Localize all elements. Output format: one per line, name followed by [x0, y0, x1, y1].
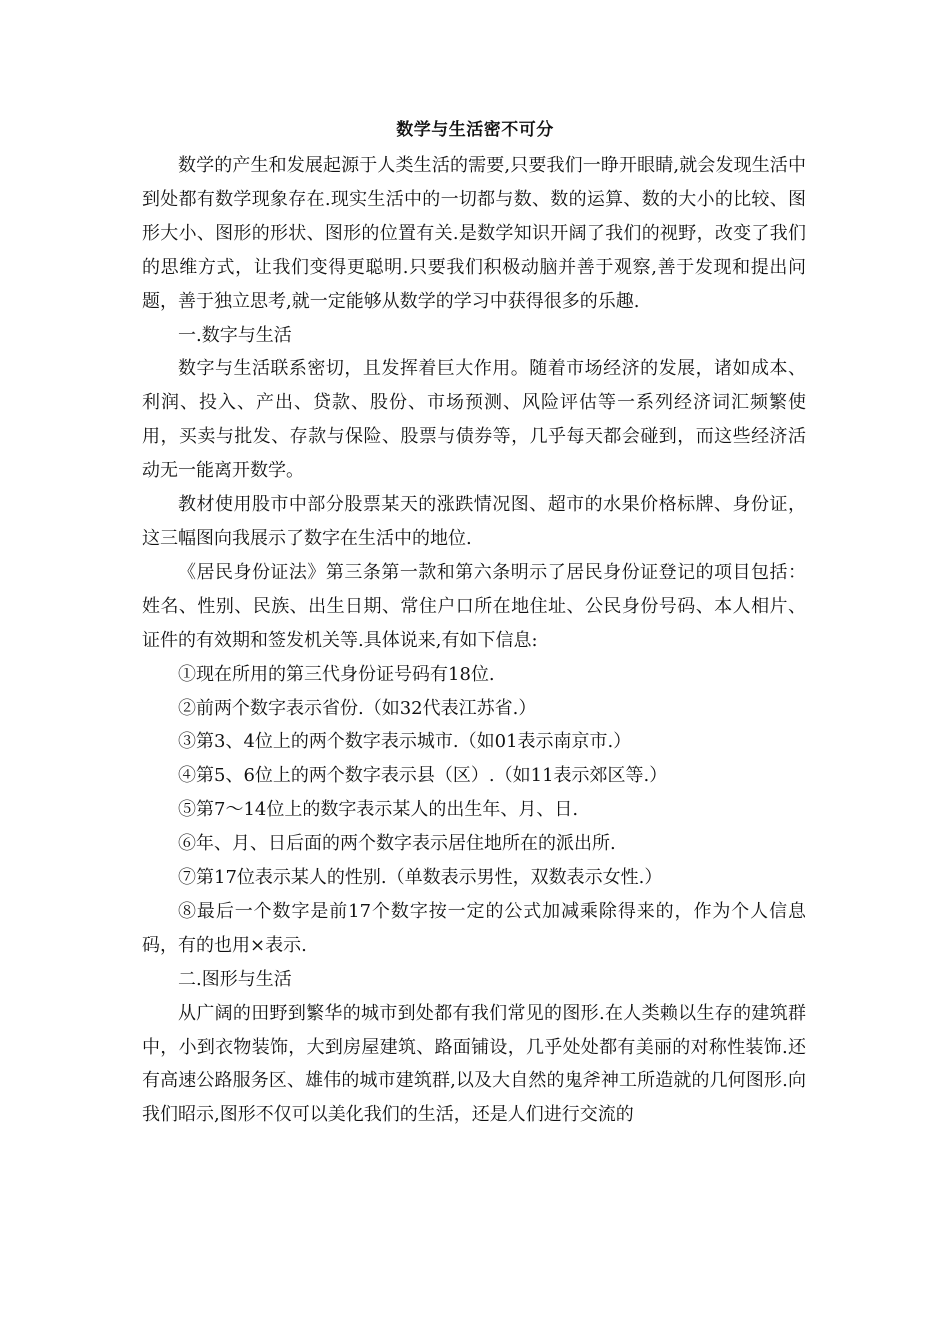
list-item: ②前两个数字表示省份.（如32代表江苏省.）: [178, 697, 537, 719]
list-item: ⑥年、月、日后面的两个数字表示居住地所在的派出所.: [178, 833, 616, 855]
list-item: ③第3、4位上的两个数字表示城市.（如01表示南京市.）: [178, 731, 632, 753]
paragraph-textbook: 教材使用股市中部分股票某天的涨跌情况图、超市的水果价格标牌、身份证，这三幅图向我展示了数字在生活中的地位.: [142, 494, 806, 549]
paragraph-id-law: 《居民身份证法》第三条第一款和第六条明示了居民身份证登记的项目包括：姓名、性别、民族、出生日期、常住户口所在地住址、公民身份号码、本人相片、证件的有效期和签发机关等.具体说来,有如下信息:: [142, 561, 806, 651]
document-title: 数学与生活密不可分: [396, 120, 554, 140]
list-item: ⑧最后一个数字是前17个数字按一定的公式加减乘除得来的，作为个人信息码，有的也用×表示.: [142, 900, 806, 956]
section-heading-shapes: 二.图形与生活: [178, 968, 292, 990]
list-item: ④第5、6位上的两个数字表示县（区）.（如11表示郊区等.）: [178, 765, 668, 787]
paragraph-numbers-life: 数字与生活联系密切，且发挥着巨大作用。随着市场经济的发展，诸如成本、利润、投入、产出、贷款、股份、市场预测、风险评估等一系列经济词汇频繁使用，买卖与批发、存款与保险、股票与债券等，几乎每天都会碰到，而这些经济活动无一能离开数学。: [142, 358, 806, 482]
list-item: ①现在所用的第三代身份证号码有18位.: [178, 663, 495, 685]
list-item: ⑦第17位表示某人的性别.（单数表示男性，双数表示女性.）: [178, 867, 663, 889]
section-heading-numbers: 一.数字与生活: [178, 324, 292, 346]
paragraph-shapes-life: 从广阔的田野到繁华的城市到处都有我们常见的图形.在人类赖以生存的建筑群中，小到衣物装饰，大到房屋建筑、路面铺设，几乎处处都有美丽的对称性装饰.还有高速公路服务区、雄伟的城市建筑群,以及大自然的鬼斧神工所造就的几何图形.向我们昭示,图形不仅可以美化我们的生活，还是人们进行交流的: [142, 1002, 806, 1126]
document-body: [142, 149, 806, 1132]
paragraph-intro: 数学的产生和发展起源于人类生活的需要,只要我们一睁开眼睛,就会发现生活中到处都有数学现象存在.现实生活中的一切都与数、数的运算、数的大小的比较、图形大小、图形的形状、图形的位置有关.是数学知识开阔了我们的视野，改变了我们的思维方式，让我们变得更聪明.只要我们积极动脑并善于观察,善于发现和提出问题，善于独立思考,就一定能够从数学的学习中获得很多的乐趣.: [142, 155, 806, 312]
list-item: ⑤第7～14位上的数字表示某人的出生年、月、日.: [178, 799, 579, 821]
